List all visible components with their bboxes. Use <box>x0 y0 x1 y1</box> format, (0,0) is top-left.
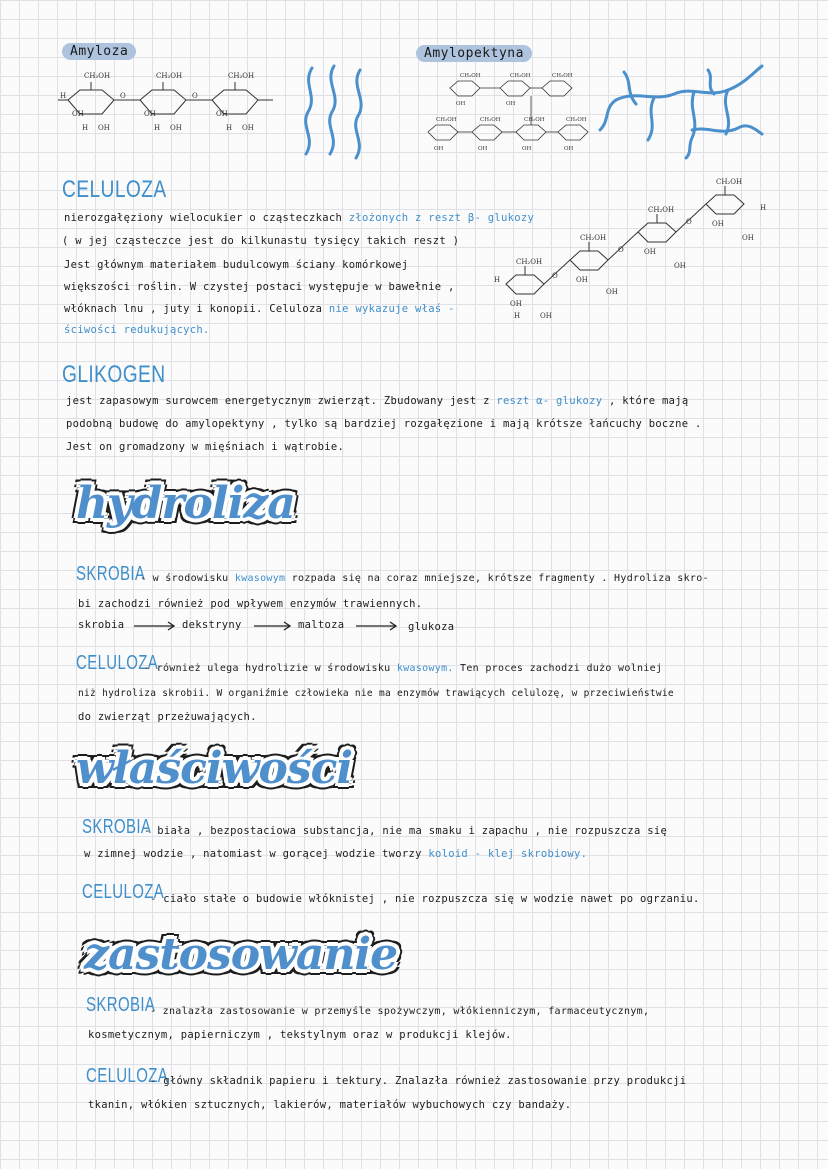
oh-label: OH <box>242 124 254 132</box>
chain-step: skrobia <box>78 619 125 631</box>
hydroliza-celuloza-line: do zwierząt przeżuwających. <box>78 711 257 723</box>
oh-label: OH <box>478 146 488 152</box>
ch2oh-label: CH₂OH <box>228 72 255 80</box>
glikogen-title: GLIKOGEN <box>62 361 166 388</box>
ch2oh-label: CH₂OH <box>516 258 543 266</box>
amyloza-structure-diagram <box>58 68 283 138</box>
arrow-right-icon <box>356 620 400 632</box>
oh-label: OH <box>644 248 656 256</box>
amylopektyna-branch-sketch <box>596 60 766 160</box>
oh-label: OH <box>522 146 532 152</box>
amyloza-label: Amyloza <box>62 43 136 60</box>
h-label: H <box>760 204 767 212</box>
hydroliza-chain <box>78 616 478 638</box>
zastosowanie-heading: zastosowanie <box>84 929 398 980</box>
zastosowanie-skrobia-line: kosmetycznym, papierniczym , tekstylnym oraz w produkcji klejów. <box>88 1029 512 1041</box>
highlight-text: kwasowym. <box>396 663 454 674</box>
arrow-right-icon <box>134 620 178 632</box>
oh-label: OH <box>540 312 552 320</box>
ch2oh-label: CH₂OH <box>552 73 573 79</box>
text-fragment: jest zapasowym surowcem energetycznym zwierząt. Zbudowany jest z <box>66 395 497 407</box>
o-label: O <box>192 92 198 100</box>
celuloza-text-line: ( w jej cząsteczce jest do kilkunastu tysięcy takich reszt ) <box>62 235 460 247</box>
hydroliza-celuloza-line: niż hydroliza skrobii. W organiźmie człowieka nie ma enzymów trawiących celulozę, w przeciwieństwie <box>78 688 674 699</box>
oh-label: OH <box>712 220 724 228</box>
text-fragment: Ten proces zachodzi dużo wolniej <box>453 663 663 674</box>
zastosowanie-celuloza-label: CELULOZA <box>86 1065 169 1087</box>
wlasciwosci-skrobia-line: - biała , bezpostaciowa substancja, nie ma smaku i zapachu , nie rozpuszcza się <box>144 825 668 837</box>
ch2oh-label: CH₂OH <box>716 178 743 186</box>
wlasciwosci-celuloza-line: - ciało stałe o budowie włóknistej , nie rozpuszcza się w wodzie nawet po ogrzaniu. <box>150 893 700 905</box>
hydroliza-heading: hydroliza <box>76 478 295 529</box>
hydroliza-skrobia-label: SKROBIA <box>76 563 146 585</box>
text-fragment: - w środowisku <box>140 573 235 584</box>
ch2oh-label: CH₂OH <box>436 117 457 123</box>
text-fragment: , które mają <box>602 395 689 407</box>
hydroliza-skrobia-line: bi zachodzi również pod wpływem enzymów trawiennych. <box>78 598 423 610</box>
zastosowanie-skrobia-line: - znalazła zastosowanie w przemyśle spożywczym, włókienniczym, farmaceutycznym, <box>150 1006 650 1017</box>
ch2oh-label: CH₂OH <box>510 73 531 79</box>
ch2oh-label: CH₂OH <box>84 72 111 80</box>
glikogen-text-line: Jest on gromadzony w mięśniach i wątrobie. <box>66 441 345 453</box>
oh-label: OH <box>434 146 444 152</box>
ch2oh-label: CH₂OH <box>480 117 501 123</box>
oh-label: OH <box>98 124 110 132</box>
zastosowanie-celuloza-line: - główny składnik papieru i tektury. Znalazła również zastosowanie przy produkcji <box>150 1075 687 1087</box>
wlasciwosci-skrobia-line <box>84 848 587 860</box>
h-label: H <box>154 124 161 132</box>
o-label: O <box>552 272 558 280</box>
celuloza-text-line <box>64 212 534 224</box>
amylopektyna-label: Amylopektyna <box>416 45 532 62</box>
amylopektyna-structure-diagram <box>420 72 595 162</box>
wlasciwosci-celuloza-label: CELULOZA <box>82 881 165 903</box>
celuloza-text-line: Jest głównym materiałem budulcowym ściany komórkowej <box>64 259 409 271</box>
ch2oh-label: CH₂OH <box>460 73 481 79</box>
oh-label: OH <box>144 110 156 118</box>
zastosowanie-skrobia-label: SKROBIA <box>86 994 156 1016</box>
ch2oh-label: CH₂OH <box>566 117 587 123</box>
h-label: H <box>60 92 67 100</box>
celuloza-structure-diagram <box>490 178 772 324</box>
ch2oh-label: CH₂OH <box>156 72 183 80</box>
celuloza-text-line: ściwości redukujących. <box>64 324 210 336</box>
glikogen-text-line: podobną budowę do amylopektyny , tylko są bardziej rozgałęzione i mają krótsze łańcuchy boczne . <box>66 418 702 430</box>
highlight-text: złożonych z reszt β- glukozy <box>348 212 535 224</box>
celuloza-title: CELULOZA <box>62 176 167 203</box>
oh-label: OH <box>72 110 84 118</box>
h-label: H <box>494 276 501 284</box>
glikogen-text-line <box>66 395 688 407</box>
hydroliza-celuloza-line <box>144 663 662 674</box>
text-fragment: nierozgałęziony wielocukier o cząsteczkach <box>64 212 349 224</box>
highlight-text: kwasowym <box>234 573 286 584</box>
text-fragment: w zimnej wodzie , natomiast w gorącej wodzie tworzy <box>84 848 429 860</box>
chain-step: maltoza <box>298 619 345 631</box>
hydroliza-celuloza-label: CELULOZA <box>76 652 159 674</box>
o-label: O <box>686 218 692 226</box>
oh-label: OH <box>742 234 754 242</box>
o-label: O <box>120 92 126 100</box>
wlasciwosci-heading: właściwości <box>76 743 353 794</box>
oh-label: OH <box>216 110 228 118</box>
hydroliza-skrobia-line <box>140 573 709 584</box>
h-label: H <box>226 124 233 132</box>
oh-label: OH <box>456 101 466 107</box>
oh-label: OH <box>170 124 182 132</box>
h-label: H <box>82 124 89 132</box>
celuloza-text-line <box>64 303 455 315</box>
text-fragment: - również ulega hydrolizie w środowisku <box>144 663 397 674</box>
chain-step: glukoza <box>408 621 455 633</box>
oh-label: OH <box>606 288 618 296</box>
amyloza-chain-sketch <box>298 62 378 160</box>
highlight-text: nie wykazuje właś - <box>328 303 455 315</box>
chain-step: dekstryny <box>182 619 242 631</box>
zastosowanie-celuloza-line: tkanin, włókien sztucznych, lakierów, materiałów wybuchowych czy bandaży. <box>88 1099 572 1111</box>
oh-label: OH <box>564 146 574 152</box>
ch2oh-label: CH₂OH <box>580 234 607 242</box>
oh-label: OH <box>576 276 588 284</box>
ch2oh-label: CH₂OH <box>648 206 675 214</box>
oh-label: OH <box>506 101 516 107</box>
text-fragment: rozpada się na coraz mniejsze, krótsze fragmenty . Hydroliza skro- <box>285 573 709 584</box>
arrow-right-icon <box>254 620 294 632</box>
o-label: O <box>618 246 624 254</box>
celuloza-text-line: większości roślin. W czystej postaci występuje w bawełnie , <box>64 281 455 293</box>
h-label: H <box>514 312 521 320</box>
ch2oh-label: CH₂OH <box>524 117 545 123</box>
wlasciwosci-skrobia-label: SKROBIA <box>82 816 152 838</box>
oh-label: OH <box>674 262 686 270</box>
highlight-text: reszt α- glukozy <box>496 395 603 407</box>
text-fragment: włóknach lnu , juty i konopii. Celuloza <box>64 303 329 315</box>
oh-label: OH <box>510 300 522 308</box>
highlight-text: koloid - klej skrobiowy. <box>428 848 588 860</box>
